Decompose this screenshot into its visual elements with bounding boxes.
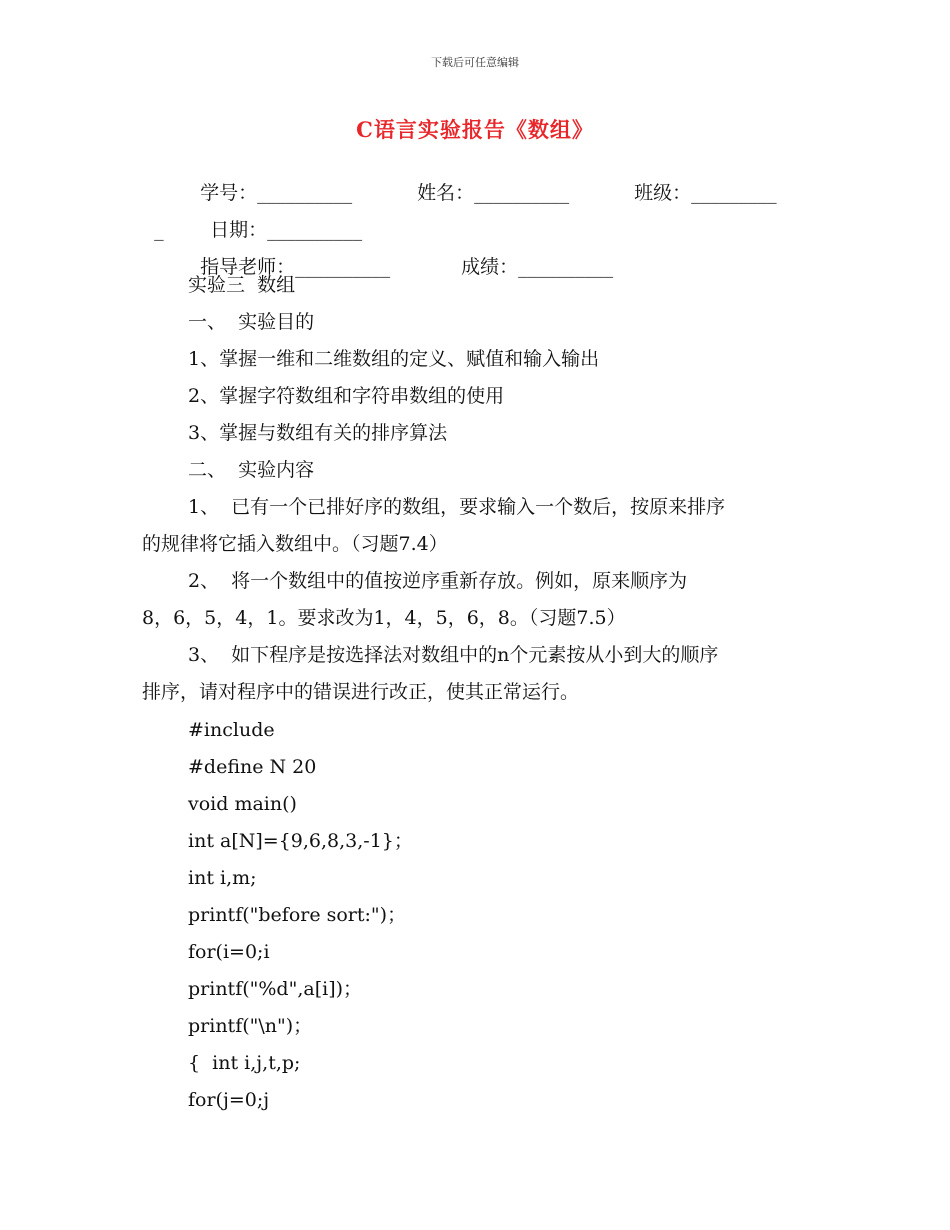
code-line: { int i,j,t,p; — [188, 1052, 301, 1074]
aim-item-1: 1、掌握一维和二维数组的定义、赋值和输入输出 — [188, 348, 600, 370]
section-content-heading: 二、 实验内容 — [188, 459, 315, 481]
document-title: C语言实验报告《数组》 — [356, 117, 594, 142]
code-line: int i,m; — [188, 867, 257, 889]
code-line: printf("\n")； — [188, 1015, 313, 1037]
date-field: 日期：__________ — [210, 219, 363, 241]
student-id-field: 学号：__________ — [200, 182, 353, 204]
experiment-heading: 实验三 数组 — [188, 274, 296, 296]
aim-item-2: 2、掌握字符数组和字符串数组的使用 — [188, 385, 505, 407]
code-line: printf("before sort:")； — [188, 904, 407, 926]
task-3-line-1: 3、 如下程序是按选择法对数组中的n个元素按从小到大的顺序 — [188, 644, 719, 666]
task-2-line-2: 8，6，5，4，1。要求改为1，4，5，6，8。（习题7.5） — [142, 607, 626, 629]
info-date-wrap — [198, 202, 362, 240]
task-3-line-2: 排序，请对程序中的错误进行改正，使其正常运行。 — [142, 681, 580, 703]
task-1-line-2: 的规律将它插入数组中。（习题7.4） — [142, 533, 448, 555]
aim-item-3: 3、掌握与数组有关的排序算法 — [188, 422, 448, 444]
score-field: 成绩：__________ — [461, 256, 614, 278]
task-2-line-1: 2、 将一个数组中的值按逆序重新存放。例如，原来顺序为 — [188, 570, 688, 592]
code-line: #define N 20 — [188, 756, 317, 778]
code-line: printf("%d",a[i])； — [188, 978, 363, 1000]
info-class-wrap — [622, 165, 777, 203]
task-1-line-1: 1、 已有一个已排好序的数组，要求输入一个数后，按原来排序 — [188, 496, 726, 518]
code-line: #include — [188, 719, 275, 741]
section-aim-heading: 一、 实验目的 — [188, 311, 315, 333]
info-class-wrap-cont — [142, 202, 164, 240]
name-field: 姓名：__________ — [417, 182, 570, 204]
info-name-wrap — [405, 165, 569, 203]
code-line: void main() — [188, 793, 297, 815]
page-header-note: 下载后可任意编辑 — [431, 56, 519, 69]
code-line: for(j=0;j — [188, 1089, 270, 1111]
class-field-cont: _ — [154, 219, 164, 241]
info-row-1 — [188, 165, 352, 203]
code-line: int a[N]={9,6,8,3,-1}； — [188, 830, 413, 852]
info-score-wrap — [449, 239, 613, 277]
info-teacher-wrap — [188, 239, 390, 277]
teacher-field: 指导老师：__________ — [200, 256, 391, 278]
code-line: for(i=0;i — [188, 941, 270, 963]
class-field: 班级：_________ — [634, 182, 777, 204]
